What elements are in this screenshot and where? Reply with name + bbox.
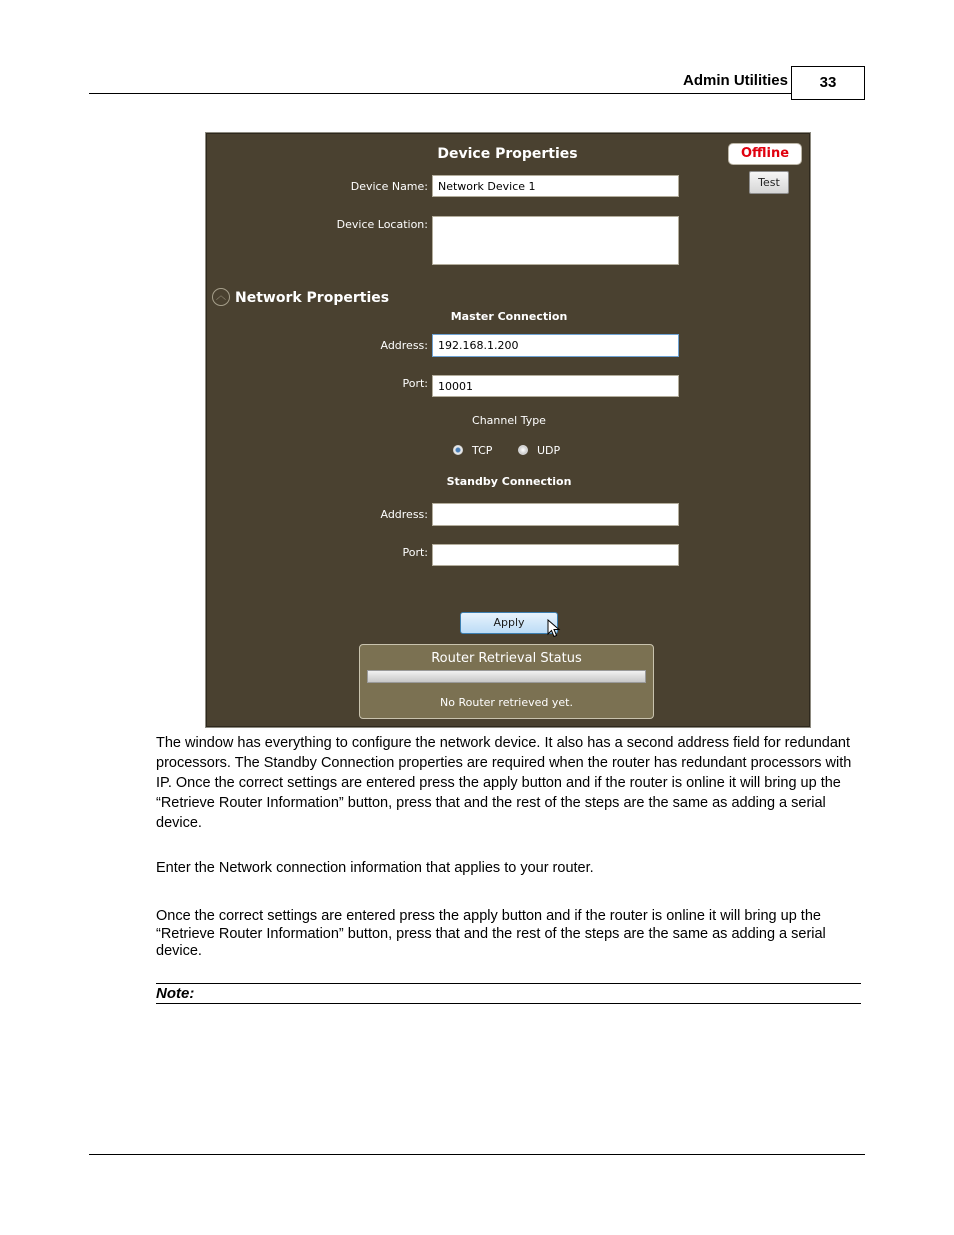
offline-status-button[interactable]: Offline (728, 143, 802, 165)
router-retrieval-status-message: No Router retrieved yet. (440, 696, 573, 709)
master-address-label: Address: (380, 339, 428, 352)
device-properties-title: Device Properties (437, 146, 578, 162)
router-retrieval-progress-bar (367, 670, 646, 683)
device-location-input[interactable] (432, 216, 679, 265)
collapse-chevron-up-icon[interactable]: ︿ (212, 288, 230, 306)
page-number: 33 (791, 66, 865, 100)
udp-radio[interactable] (518, 445, 528, 455)
mouse-cursor-icon (547, 619, 561, 639)
channel-type-label: Channel Type (472, 414, 546, 427)
network-properties-title: Network Properties (235, 290, 390, 306)
footer-rule (89, 1154, 865, 1155)
note-label: Note: (156, 985, 195, 1002)
master-connection-heading: Master Connection (450, 310, 568, 323)
apply-button[interactable]: Apply (460, 612, 558, 634)
note-bottom-rule (156, 1003, 861, 1004)
device-name-label: Device Name: (350, 180, 428, 193)
standby-address-label: Address: (380, 508, 428, 521)
paragraph-1: The window has everything to configure the network device. It also has a second address field for redundant processors. The Standby Connection properties are required when the router has redundant processors with IP. Once the correct settings are entered press the apply button and if the router is online it will bring up the “Retrieve Router Information” button, press that and the rest of the steps are the same as adding a serial device. (156, 735, 852, 831)
tcp-radio[interactable] (453, 445, 463, 455)
note-top-rule (156, 983, 861, 984)
standby-connection-heading: Standby Connection (446, 475, 572, 488)
device-name-input[interactable] (432, 175, 679, 197)
master-address-input[interactable] (432, 334, 679, 357)
standby-port-input[interactable] (432, 544, 679, 566)
section-title: Admin Utilities (682, 72, 788, 89)
master-port-input[interactable] (432, 375, 679, 397)
router-retrieval-status-title: Router Retrieval Status (431, 651, 582, 666)
standby-address-input[interactable] (432, 503, 679, 526)
header-rule (89, 93, 791, 94)
paragraph-3: Once the correct settings are entered press the apply button and if the router is online it will bring up the “Retrieve Router Information” button, press that and the rest of the steps are the same as adding a serial device. (156, 908, 826, 959)
standby-port-label: Port: (402, 546, 428, 559)
master-port-label: Port: (402, 377, 428, 390)
device-location-label: Device Location: (336, 218, 428, 231)
udp-radio-label: UDP (537, 444, 561, 457)
test-button[interactable]: Test (749, 171, 789, 194)
paragraph-2: Enter the Network connection information that applies to your router. (156, 860, 594, 876)
tcp-radio-label: TCP (472, 444, 493, 457)
